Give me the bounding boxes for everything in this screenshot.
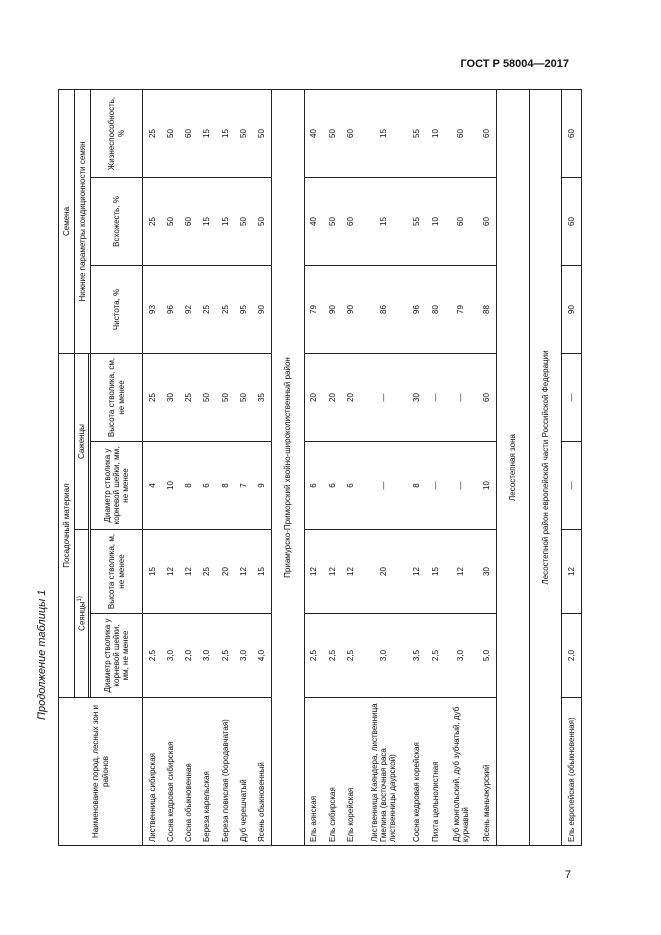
species-name: Сосна кедровая корейская: [408, 698, 426, 846]
rotated-table-wrapper: [58, 90, 582, 846]
seed-purity: 88: [477, 265, 496, 353]
sapling-height: 20: [341, 353, 359, 441]
species-name: Ель европейская (обыкновенная): [562, 698, 582, 846]
seed-germination: 60: [180, 177, 198, 265]
species-name: Ель аянская: [304, 698, 323, 846]
seed-germination: 50: [323, 177, 341, 265]
seed-germination: 15: [360, 177, 408, 265]
seed-germination: 15: [216, 177, 234, 265]
seedling-diameter: 3,0: [162, 614, 180, 698]
header-viability: Жизнеспособность, %: [91, 89, 143, 177]
sapling-diameter: 6: [323, 442, 341, 530]
species-name: Ясень маньчжурский: [477, 698, 496, 846]
seed-purity: 25: [216, 265, 234, 353]
seed-purity: 96: [162, 265, 180, 353]
table-section-steppe: [496, 89, 561, 845]
table-row: [304, 89, 323, 845]
seed-viability: 50: [323, 89, 341, 177]
header-seedlings: Сеянцы$^{1)}$: [75, 530, 89, 698]
seed-purity: 25: [198, 265, 216, 353]
seedling-diameter: 2,5: [143, 614, 162, 698]
seedling-height: 12: [341, 530, 359, 614]
seed-viability: 40: [304, 89, 323, 177]
species-name: Сосна кедровая сибирская: [162, 698, 180, 846]
seed-parameters-table: [58, 89, 582, 846]
header-seed-params: Нижние параметры кондиционности семян: [75, 89, 91, 353]
seed-viability: 55: [408, 89, 426, 177]
seedling-height: 15: [143, 530, 162, 614]
section-row-euro: Лесостепной район европейской части Российской Федерации: [529, 89, 562, 845]
species-name: Ясень обыкновенный: [253, 698, 272, 846]
sapling-diameter: 7: [234, 442, 252, 530]
seedling-diameter: 2,5: [304, 614, 323, 698]
seed-purity: 79: [444, 265, 477, 353]
seedling-height: 12: [234, 530, 252, 614]
table-row: [477, 89, 496, 845]
table-row: [162, 89, 180, 845]
seed-viability: 15: [360, 89, 408, 177]
sapling-diameter: —: [360, 442, 408, 530]
seedling-height: 15: [426, 530, 444, 614]
species-name: Сосна обыкновенная: [180, 698, 198, 846]
seed-viability: 15: [198, 89, 216, 177]
table-row: [323, 89, 341, 845]
sapling-height: —: [426, 353, 444, 441]
seed-germination: 55: [408, 177, 426, 265]
seedling-height: 12: [444, 530, 477, 614]
footnote-marker: 1): [76, 596, 83, 602]
seedling-diameter: 2,0: [562, 614, 582, 698]
seed-viability: 10: [426, 89, 444, 177]
seedling-height: 12: [162, 530, 180, 614]
seed-germination: 15: [198, 177, 216, 265]
header-seeds: Семена: [59, 89, 75, 353]
seedling-diameter: 3,0: [234, 614, 252, 698]
table-row: [253, 89, 272, 845]
seedling-height: 12: [304, 530, 323, 614]
seed-germination: 50: [162, 177, 180, 265]
table-row: [198, 89, 216, 845]
seed-purity: 79: [304, 265, 323, 353]
species-name: Береза повислая (бородавчатая): [216, 698, 234, 846]
seed-germination: 60: [341, 177, 359, 265]
sapling-diameter: —: [562, 442, 582, 530]
seedling-height: 15: [253, 530, 272, 614]
seedling-diameter: 3,0: [444, 614, 477, 698]
sapling-height: 35: [253, 353, 272, 441]
sapling-height: —: [562, 353, 582, 441]
seed-purity: 86: [360, 265, 408, 353]
seed-purity: 90: [323, 265, 341, 353]
sapling-height: 60: [477, 353, 496, 441]
table-row: [216, 89, 234, 845]
seed-purity: 95: [234, 265, 252, 353]
header-planting-material: Посадочный материал: [59, 353, 75, 697]
seed-viability: 50: [253, 89, 272, 177]
seedling-height: 12: [323, 530, 341, 614]
table-body-block-3: [562, 89, 582, 845]
seedling-height: 25: [198, 530, 216, 614]
sapling-height: —: [444, 353, 477, 441]
sapling-diameter: 6: [304, 442, 323, 530]
seed-viability: 15: [216, 89, 234, 177]
seed-viability: 50: [162, 89, 180, 177]
seed-germination: 60: [562, 177, 582, 265]
sapling-height: 25: [143, 353, 162, 441]
table-continuation-caption: Продолжение таблицы 1: [36, 589, 48, 720]
header-sapling-diameter: Диаметр стволика у корневой шейки, мм, не менее: [91, 442, 143, 530]
species-name: Ель сибирская: [323, 698, 341, 846]
seed-germination: 60: [444, 177, 477, 265]
page-number: 7: [564, 869, 571, 881]
seedling-diameter: 4,0: [253, 614, 272, 698]
table-row: [180, 89, 198, 845]
seed-purity: 93: [143, 265, 162, 353]
seed-purity: 96: [408, 265, 426, 353]
seed-purity: 90: [341, 265, 359, 353]
document-code: ГОСТ Р 58004—2017: [460, 58, 569, 70]
species-name: Дуб монгольский, дуб зубчатый, дуб курчавый: [444, 698, 477, 846]
species-name: Ель корейская: [341, 698, 359, 846]
sapling-height: 20: [323, 353, 341, 441]
sapling-diameter: —: [426, 442, 444, 530]
seedling-diameter: 3,0: [360, 614, 408, 698]
seed-viability: 60: [444, 89, 477, 177]
table-row: [360, 89, 408, 845]
seedling-height: 12: [408, 530, 426, 614]
species-name: Дуб черешчатый: [234, 698, 252, 846]
seed-viability: 60: [562, 89, 582, 177]
seed-viability: 60: [341, 89, 359, 177]
table-section-amur: [272, 89, 305, 845]
seedling-height: 20: [360, 530, 408, 614]
seedling-height: 20: [216, 530, 234, 614]
header-seedling-diameter: Диаметр стволика у корневой шейки, мм, не менее: [91, 614, 143, 698]
seedling-height: 30: [477, 530, 496, 614]
seed-viability: 25: [143, 89, 162, 177]
seed-germination: 40: [304, 177, 323, 265]
table-row: [143, 89, 162, 845]
seedling-height: 12: [180, 530, 198, 614]
sapling-diameter: 8: [216, 442, 234, 530]
header-purity: Чистота, %: [91, 265, 143, 353]
table-row: [341, 89, 359, 845]
seedling-diameter: 5,0: [477, 614, 496, 698]
header-seedling-height: Высота стволика, м, не менее: [91, 530, 143, 614]
seed-germination: 25: [143, 177, 162, 265]
sapling-height: —: [360, 353, 408, 441]
seed-purity: 90: [562, 265, 582, 353]
table-row: [426, 89, 444, 845]
sapling-height: 20: [304, 353, 323, 441]
seedling-diameter: 2,5: [216, 614, 234, 698]
sapling-diameter: 8: [408, 442, 426, 530]
section-row-amur: Приамурско-Приморский хвойно-широколиственный район: [272, 89, 305, 845]
sapling-diameter: 6: [198, 442, 216, 530]
sapling-height: 50: [234, 353, 252, 441]
seed-viability: 60: [180, 89, 198, 177]
seed-purity: 80: [426, 265, 444, 353]
species-name: Береза карельская: [198, 698, 216, 846]
section-row-steppe: Лесостепная зона: [496, 89, 529, 845]
header-germination: Всхожесть, %: [91, 177, 143, 265]
species-name: Пихта цельнолистная: [426, 698, 444, 846]
seedling-height: 12: [562, 530, 582, 614]
seed-germination: 50: [253, 177, 272, 265]
sapling-diameter: —: [444, 442, 477, 530]
species-name: Лиственница Каяндера, лиственница Гмелина (восточная раса лиственницы даурской): [360, 698, 408, 846]
seedling-diameter: 3,5: [408, 614, 426, 698]
sapling-diameter: 8: [180, 442, 198, 530]
sapling-diameter: 4: [143, 442, 162, 530]
sapling-height: 25: [180, 353, 198, 441]
species-name: Лиственница сибирская: [143, 698, 162, 846]
header-species: Наименование пород, лесных зон и районов: [59, 698, 143, 846]
sapling-height: 30: [162, 353, 180, 441]
table-row: [408, 89, 426, 845]
table-body-block-2: [304, 89, 496, 845]
seed-viability: 60: [477, 89, 496, 177]
table-row: [444, 89, 477, 845]
header-sapling-height: Высота стволика, см, не менее: [91, 353, 143, 441]
sapling-diameter: 10: [477, 442, 496, 530]
seedling-diameter: 3,0: [198, 614, 216, 698]
seed-germination: 50: [234, 177, 252, 265]
seedling-diameter: 2,0: [180, 614, 198, 698]
header-saplings: Саженцы: [75, 353, 89, 529]
seedling-diameter: 2,5: [426, 614, 444, 698]
sapling-height: 30: [408, 353, 426, 441]
seed-germination: 60: [477, 177, 496, 265]
sapling-height: 50: [198, 353, 216, 441]
sapling-diameter: 9: [253, 442, 272, 530]
sapling-diameter: 10: [162, 442, 180, 530]
seed-germination: 10: [426, 177, 444, 265]
table-body-block-1: [143, 89, 272, 845]
seed-viability: 50: [234, 89, 252, 177]
sapling-diameter: 6: [341, 442, 359, 530]
seed-purity: 92: [180, 265, 198, 353]
seed-purity: 90: [253, 265, 272, 353]
table-row: [234, 89, 252, 845]
seedling-diameter: 2,5: [341, 614, 359, 698]
table-row: [562, 89, 582, 845]
seedling-diameter: 2,5: [323, 614, 341, 698]
sapling-height: 50: [216, 353, 234, 441]
